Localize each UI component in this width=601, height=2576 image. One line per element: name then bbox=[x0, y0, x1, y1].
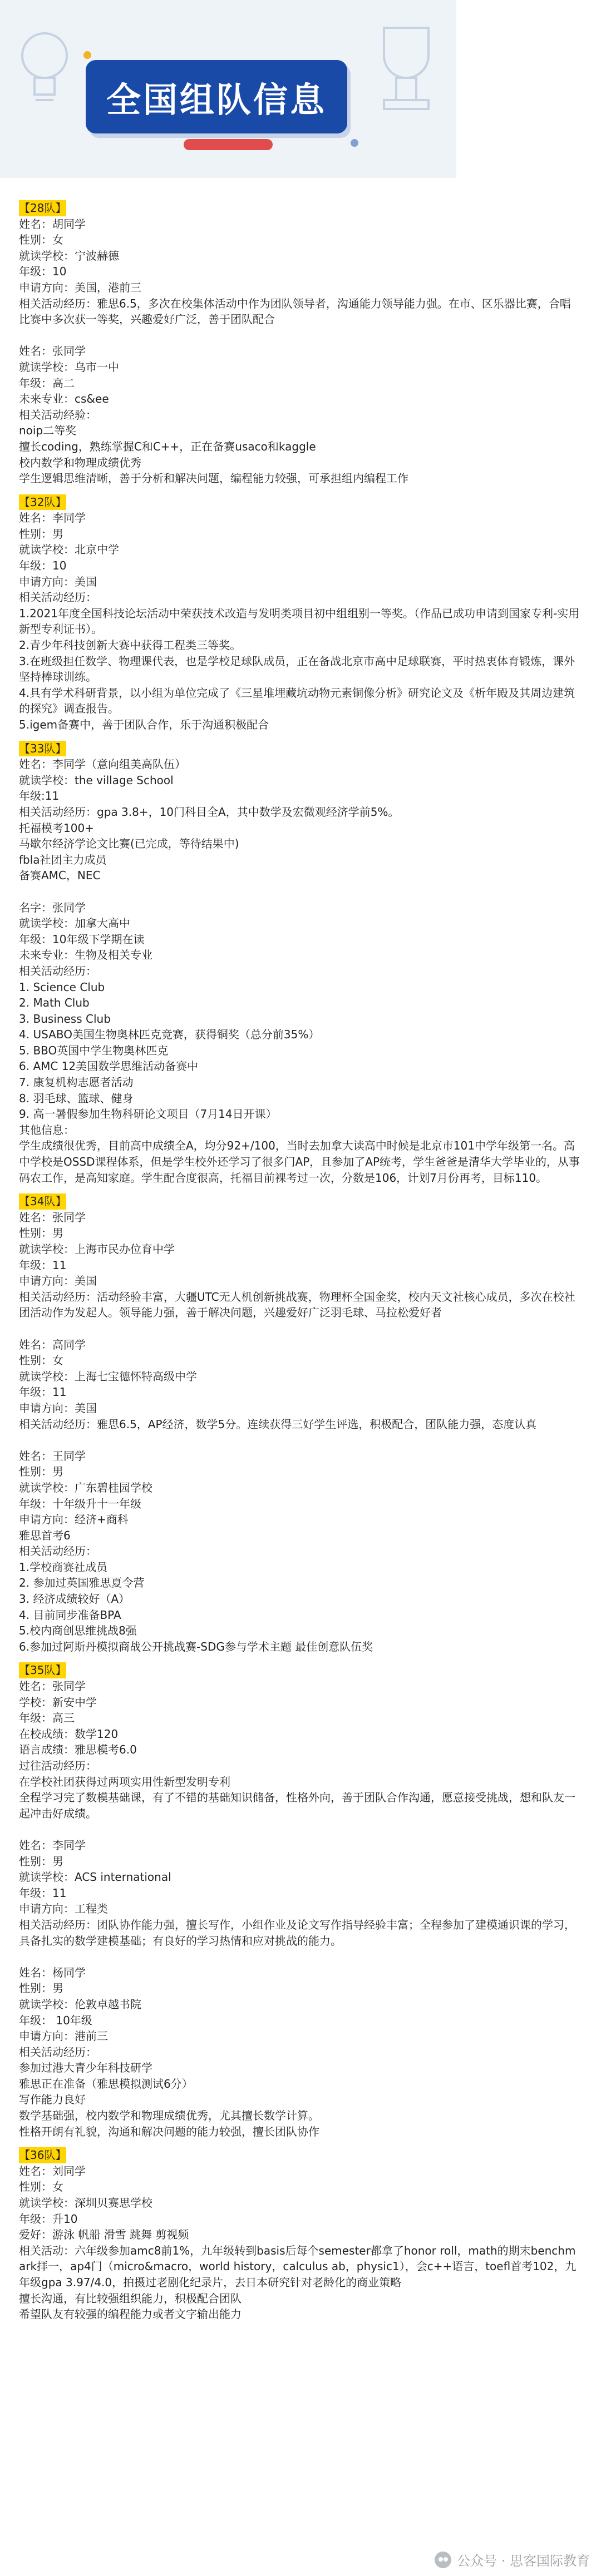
member-info-line: 就读学校：加拿大高中 bbox=[19, 917, 130, 930]
member-info-line: 年级：10年级下学期在读 bbox=[19, 932, 145, 946]
member-info-line: 姓名：李同学 bbox=[19, 1838, 86, 1852]
member-info-line: 4. USABO美国生物奥林匹克竞赛，获得铜奖（总分前35%） bbox=[19, 1028, 320, 1042]
member-info-line: 学生成绩很优秀，目前高中成绩全A，均分92+/100，当时去加拿大读高中时候是北京市101中学年级第一名。高中学校是OSSD课程体系，但是学生校外还学习了很多门AP，且参加了AP统考，学生爸爸是清华大学毕业的，从事码农工作，是高知家庭。学生配合度很高，托福目前裸考过一次，分数是106，计划7月份再考，目标110。 bbox=[19, 1139, 580, 1185]
member-info-line: 1.学校商赛社成员 bbox=[19, 1560, 108, 1574]
member-info-line: 相关活动经历：雅思6.5，AP经济，数学5分。连续获得三好学生评选，积极配合，团队能力强，态度认真 bbox=[19, 1417, 537, 1431]
member-info-line: 性别：男 bbox=[19, 1854, 63, 1868]
member-profile bbox=[19, 1837, 581, 1949]
member-info-line: 姓名：王同学 bbox=[19, 1449, 86, 1463]
member-info-line: 1.2021年度全国科技论坛活动中荣获技术改造与发明类项目初中组组别一等奖。（作品已成功申请到国家专利-实用新型专利证书）。 bbox=[19, 606, 580, 636]
member-info-line: 备赛AMC，NEC bbox=[19, 869, 101, 883]
member-info-line: 年级： 10年级 bbox=[19, 2013, 92, 2027]
team-label: 【32队】 bbox=[19, 494, 66, 511]
member-info-line: 数学基础强，校内数学和物理成绩优秀，尤其擅长数学计算。 bbox=[19, 2109, 319, 2123]
member-info-line: 2. Math Club bbox=[19, 996, 90, 1010]
member-info-line: 姓名：胡同学 bbox=[19, 217, 86, 231]
member-info-line: 申请方向：美国 bbox=[19, 574, 97, 588]
member-info-line: 在学校社团获得过两项实用性新型发明专利 bbox=[19, 1775, 230, 1789]
member-profile bbox=[19, 1210, 581, 1321]
member-info-line: 相关活动经历：gpa 3.8+，10门科目全A，其中数学及宏微观经济学前5%。 bbox=[19, 805, 400, 819]
member-info-line: 写作能力良好 bbox=[19, 2093, 86, 2107]
member-info-line: 申请方向：经济+商科 bbox=[19, 1513, 129, 1527]
member-info-line: 托福模考100+ bbox=[19, 821, 94, 835]
member-profile bbox=[19, 900, 581, 1186]
member-profile bbox=[19, 1678, 581, 1821]
member-info-line: 3. Business Club bbox=[19, 1012, 111, 1026]
member-info-line: 年级：10 bbox=[19, 265, 67, 279]
spacer bbox=[19, 2322, 581, 2330]
member-info-line: 申请方向：工程类 bbox=[19, 1902, 108, 1916]
member-info-line: 性别：男 bbox=[19, 1465, 63, 1479]
spacer bbox=[19, 733, 581, 741]
member-info-line: 性别：男 bbox=[19, 1226, 63, 1240]
member-info-line: 就读学校：伦敦卓越书院 bbox=[19, 1997, 141, 2011]
member-info-line: 相关活动经历： bbox=[19, 964, 97, 978]
member-info-line: 年级：高二 bbox=[19, 376, 75, 390]
member-info-line: 1. Science Club bbox=[19, 980, 105, 994]
member-info-line: 4.具有学术科研背景，以小组为单位完成了《三星堆埋藏坑动物元素铜像分析》研究论文及《析年殿及其周边建筑的探究》调查报告。 bbox=[19, 686, 575, 716]
member-info-line: 相关活动：六年级参加amc8前1%，九年级转到basis后每个semester都拿了honor roll，math的期末benchmark拝一，ap4门（micro&macro，world history，calculus ab，physic1），会c++语言，toefl首考102，九年级gpa 3.97/4.0，拍摄过老剧化纪录片，去日本研究针对老龄化的商业策略 bbox=[19, 2243, 577, 2289]
member-info-line: 在校成绩：数学120 bbox=[19, 1727, 119, 1741]
member-info-line: 相关活动经历：团队协作能力强，擅长写作，小组作业及论文写作指导经验丰富；全程参加了建模通识课的学习，具备扎实的数学建模基础；有良好的学习热情和应对挑战的能力。 bbox=[19, 1918, 575, 1948]
member-info-line: 姓名：张同学 bbox=[19, 1680, 86, 1693]
member-info-line: 就读学校：广东碧桂园学校 bbox=[19, 1480, 152, 1494]
member-info-line: 年级：11 bbox=[19, 1385, 67, 1399]
member-info-line: 性别：女 bbox=[19, 2180, 63, 2194]
member-info-line: 就读学校：深圳贝赛思学校 bbox=[19, 2196, 152, 2210]
member-info-line: 希望队友有较强的编程能力或者文字输出能力 bbox=[19, 2307, 242, 2321]
member-info-line: 相关活动经历： bbox=[19, 2045, 97, 2059]
member-info-line: 其他信息： bbox=[19, 1123, 75, 1137]
team-label: 【34队】 bbox=[19, 1193, 66, 1210]
member-info-line: 3. 经济成绩较好（A） bbox=[19, 1592, 130, 1606]
page-title-box bbox=[86, 60, 347, 133]
spacer bbox=[19, 487, 581, 494]
spacer bbox=[19, 1321, 581, 1337]
member-profile bbox=[19, 2163, 581, 2322]
spacer bbox=[19, 1821, 581, 1837]
member-profile bbox=[19, 510, 581, 732]
spacer bbox=[19, 1949, 581, 1965]
spacer bbox=[19, 884, 581, 900]
member-info-line: 学生逻辑思维清晰，善于分析和解决问题，编程能力较强，可承担组内编程工作 bbox=[19, 472, 408, 486]
team-group-title bbox=[19, 1193, 581, 1210]
member-info-line: 性别：女 bbox=[19, 233, 63, 247]
member-info-line: fbla社团主力成员 bbox=[19, 853, 107, 866]
member-info-line: 8. 羽毛球、篮球、健身 bbox=[19, 1091, 134, 1105]
member-info-line: 年级:11 bbox=[19, 789, 60, 803]
member-info-line: 雅思正在准备（雅思模拟测试6分） bbox=[19, 2077, 193, 2090]
member-info-line: 相关活动经历：活动经验丰富，大疆UTC无人机创新挑战赛，物理杯全国金奖，校内天文社核心成员，多次在校社团活动作为发起人。领导能力强，善于解决问题，兴趣爱好广泛羽毛球、马拉松爱好者 bbox=[19, 1290, 575, 1320]
member-info-line: 姓名：刘同学 bbox=[19, 2164, 86, 2178]
team-label: 【28队】 bbox=[19, 200, 66, 216]
member-info-line: 6.参加过阿斯丹模拟商战公开挑战赛-SDG参与学术主题 最佳创意队伍奖 bbox=[19, 1639, 373, 1653]
member-info-line: 7. 康复机构志愿者活动 bbox=[19, 1076, 134, 1089]
member-profile bbox=[19, 1965, 581, 2140]
member-info-line: 参加过港大青少年科技研学 bbox=[19, 2061, 152, 2075]
member-info-line: 5.校内商创思维挑战8强 bbox=[19, 1624, 137, 1638]
member-info-line: 申请方向：美国 bbox=[19, 1401, 97, 1415]
member-info-line: 年级：11 bbox=[19, 1886, 67, 1900]
trophy-decoration-icon bbox=[362, 17, 451, 122]
watermark bbox=[435, 2550, 590, 2569]
team-info-content bbox=[19, 200, 581, 2330]
team-group-title bbox=[19, 200, 581, 216]
member-profile bbox=[19, 756, 581, 884]
member-info-line: 擅长沟通，有比较强组织能力，积极配合团队 bbox=[19, 2291, 242, 2305]
member-info-line: 6. AMC 12美国数学思维活动备赛中 bbox=[19, 1059, 199, 1073]
member-info-line: 雅思首考6 bbox=[19, 1528, 71, 1542]
page-title: 全国组队信息 bbox=[106, 79, 327, 120]
decoration-dot bbox=[83, 51, 91, 59]
member-info-line: 爱好：游泳 帆船 滑雪 跳舞 剪视频 bbox=[19, 2228, 189, 2242]
member-info-line: 相关活动经历：雅思6.5，多次在校集体活动中作为团队领导者，沟通能力领导能力强。在市、区乐器比赛，合唱比赛中多次获一等奖，兴趣爱好广泛，善于团队配合 bbox=[19, 296, 571, 326]
spacer bbox=[19, 1432, 581, 1448]
member-info-line: 就读学校：上海七宝德怀特高级中学 bbox=[19, 1369, 197, 1383]
team-group-title bbox=[19, 494, 581, 511]
team-label: 【33队】 bbox=[19, 741, 66, 757]
member-info-line: 姓名：李同学（意向组美高队伍） bbox=[19, 757, 186, 771]
member-info-line: 年级：10 bbox=[19, 559, 67, 573]
member-info-line: 未来专业：cs&ee bbox=[19, 392, 109, 406]
member-profile bbox=[19, 1337, 581, 1433]
member-info-line: 姓名：杨同学 bbox=[19, 1965, 86, 1979]
member-info-line: 相关活动经历： bbox=[19, 591, 97, 605]
member-info-line: 性格开朗有礼貌，沟通和解决问题的能力较强，擅长团队协作 bbox=[19, 2124, 319, 2138]
team-label: 【35队】 bbox=[19, 1662, 66, 1678]
member-info-line: 4. 目前同步准备BPA bbox=[19, 1608, 121, 1622]
member-info-line: 就读学校：ACS international bbox=[19, 1870, 171, 1884]
spacer bbox=[19, 328, 581, 344]
member-info-line: 姓名：李同学 bbox=[19, 511, 86, 525]
member-info-line: 语言成绩：雅思模考6.0 bbox=[19, 1743, 137, 1757]
member-profile bbox=[19, 216, 581, 328]
member-info-line: 未来专业：生物及相关专业 bbox=[19, 948, 152, 962]
member-info-line: noip二等奖 bbox=[19, 424, 77, 438]
lightbulb-decoration-icon bbox=[11, 22, 78, 117]
member-info-line: 申请方向：美国，港前三 bbox=[19, 280, 141, 294]
member-info-line: 性别：女 bbox=[19, 1354, 63, 1368]
team-group-title bbox=[19, 741, 581, 757]
member-info-line: 5.igem备赛中，善于团队合作，乐于沟通积极配合 bbox=[19, 718, 269, 731]
team-label: 【36队】 bbox=[19, 2147, 66, 2163]
member-info-line: 全程学习完了数模基础课，有了不错的基础知识储备，性格外向，善于团队合作沟通，愿意接受挑战，想和队友一起冲击好成绩。 bbox=[19, 1791, 575, 1820]
member-profile bbox=[19, 1448, 581, 1655]
member-profile bbox=[19, 343, 581, 486]
member-info-line: 就读学校：北京中学 bbox=[19, 543, 119, 557]
member-info-line: 名字：张同学 bbox=[19, 900, 86, 914]
header-banner bbox=[0, 0, 456, 178]
member-info-line: 申请方向：港前三 bbox=[19, 2029, 108, 2043]
member-info-line: 过往活动经历： bbox=[19, 1759, 97, 1772]
member-info-line: 校内数学和物理成绩优秀 bbox=[19, 455, 141, 469]
member-info-line: 年级：升10 bbox=[19, 2212, 78, 2226]
member-info-line: 姓名：张同学 bbox=[19, 344, 86, 358]
member-info-line: 申请方向：美国 bbox=[19, 1274, 97, 1288]
member-info-line: 学校：新安中学 bbox=[19, 1695, 97, 1709]
spacer bbox=[19, 1654, 581, 1662]
member-info-line: 擅长coding，熟练掌握C和C++，正在备赛usaco和kaggle bbox=[19, 439, 316, 453]
member-info-line: 就读学校：上海市民办位育中学 bbox=[19, 1242, 175, 1256]
spacer bbox=[19, 2139, 581, 2147]
member-info-line: 9. 高一暑假参加生物科研论文项目（7月14日开课） bbox=[19, 1107, 277, 1121]
member-info-line: 姓名：张同学 bbox=[19, 1210, 86, 1224]
spacer bbox=[19, 1186, 581, 1193]
title-underline bbox=[184, 139, 273, 150]
member-info-line: 年级：高三 bbox=[19, 1711, 75, 1725]
member-info-line: 马歇尔经济学论文比赛(已完成，等待结果中) bbox=[19, 837, 239, 851]
member-info-line: 年级：十年级升十一年级 bbox=[19, 1497, 141, 1510]
wechat-icon bbox=[435, 2552, 451, 2568]
member-info-line: 性别：男 bbox=[19, 527, 63, 541]
member-info-line: 2.青少年科技创新大赛中获得工程类三等奖。 bbox=[19, 638, 242, 652]
member-info-line: 年级：11 bbox=[19, 1258, 67, 1272]
member-info-line: 性别：男 bbox=[19, 1981, 63, 1995]
member-info-line: 姓名：高同学 bbox=[19, 1337, 86, 1351]
member-info-line: 相关活动经验： bbox=[19, 408, 97, 422]
team-group-title bbox=[19, 2147, 581, 2163]
member-info-line: 就读学校：乌市一中 bbox=[19, 360, 119, 374]
team-group-title bbox=[19, 1662, 581, 1678]
member-info-line: 相关活动经历： bbox=[19, 1544, 97, 1558]
member-info-line: 就读学校：the village School bbox=[19, 773, 174, 787]
decoration-dot bbox=[351, 139, 358, 147]
member-info-line: 就读学校：宁波赫德 bbox=[19, 249, 119, 262]
member-info-line: 2. 参加过英国雅思夏令营 bbox=[19, 1576, 145, 1590]
member-info-line: 3.在班级担任数学、物理课代表，也是学校足球队成员，正在备战北京市高中足球联赛，平时热衷体育锻炼，课外坚持棒球训练。 bbox=[19, 654, 575, 684]
member-info-line: 5. BBO英国中学生物奥林匹克 bbox=[19, 1043, 169, 1057]
watermark-text: 公众号 · 思客国际教育 bbox=[457, 2553, 590, 2569]
